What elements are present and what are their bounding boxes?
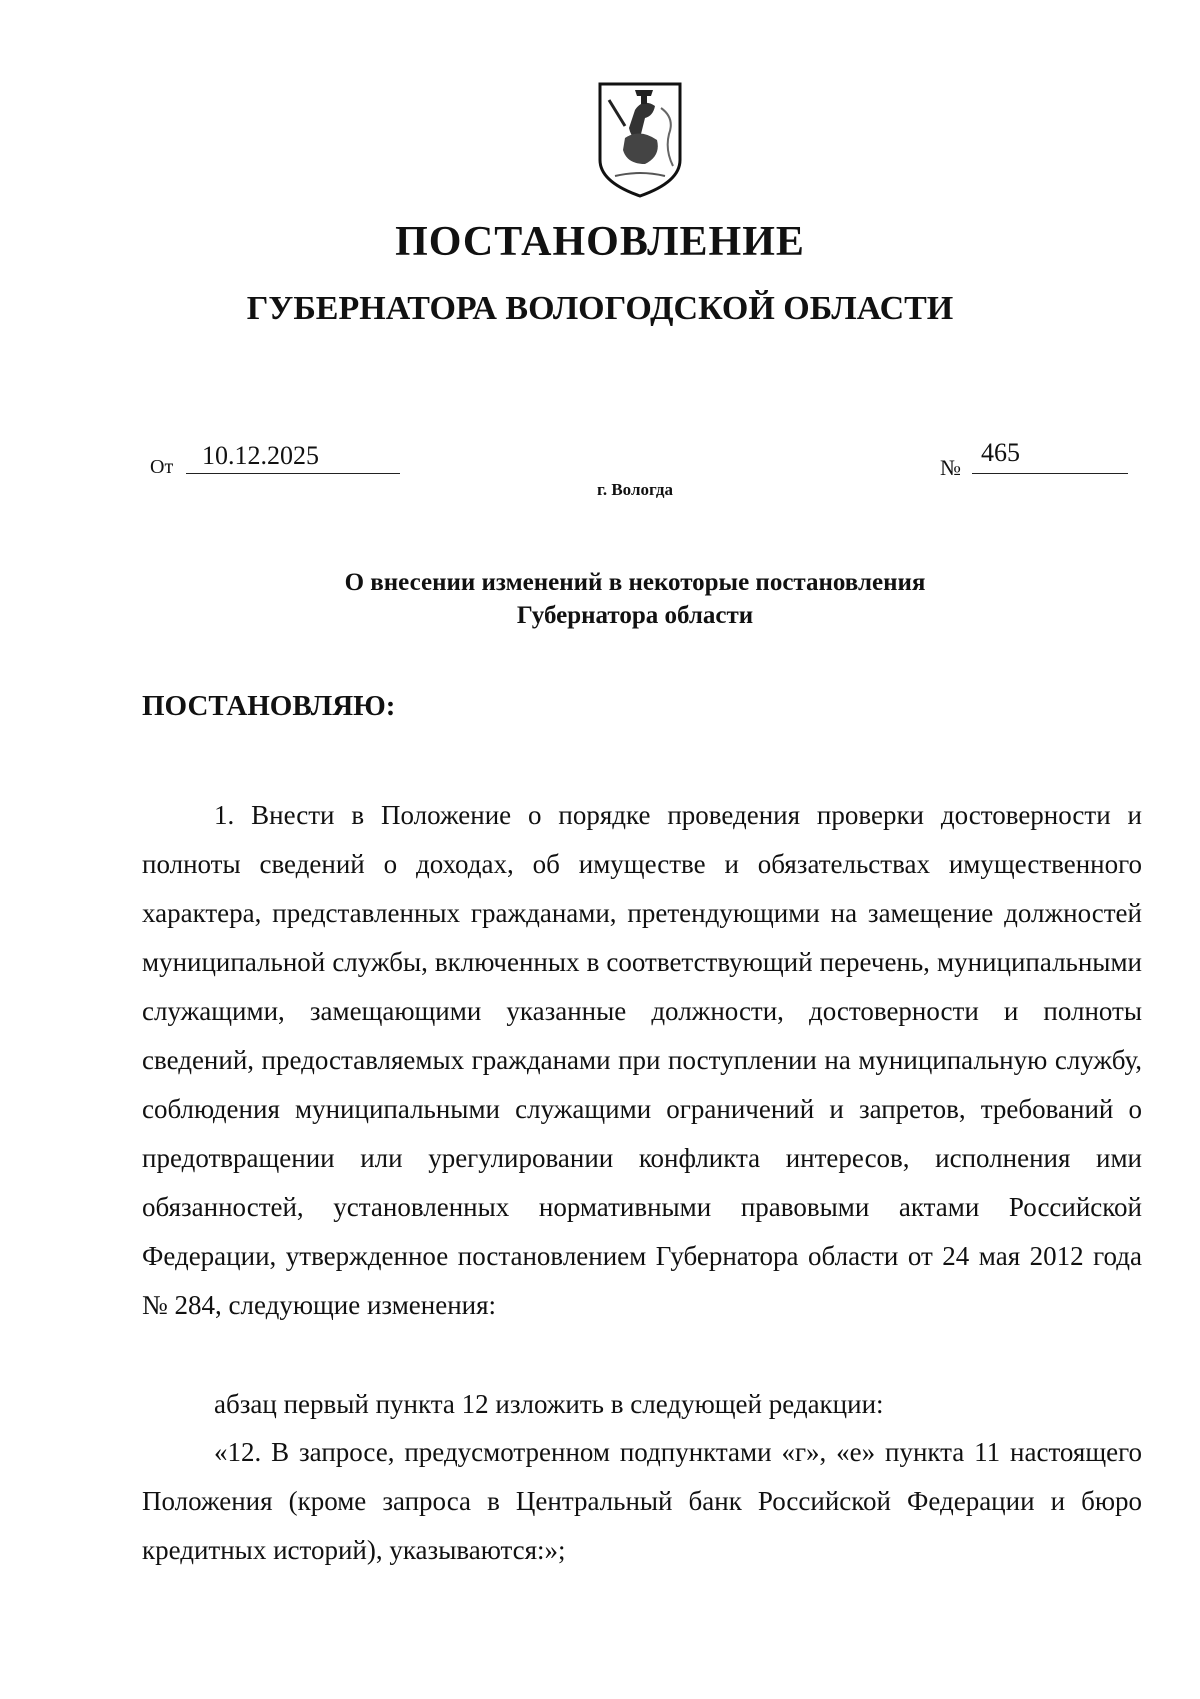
document-title: ПОСТАНОВЛЕНИЕ <box>395 219 805 265</box>
vologda-coat-of-arms-icon <box>595 80 685 200</box>
date-value: 10.12.2025 <box>202 441 319 470</box>
date-label: От <box>150 456 174 478</box>
body-paragraph-3: «12. В запросе, предусмотренном подпунктами «г», «е» пункта 11 настоящего Положения (кроме запроса в Центральный банк Российской Федерации и бюро кредитных историй), указываются:»; <box>142 1437 1142 1565</box>
coat-of-arms-emblem <box>595 80 685 200</box>
number-value: 465 <box>981 438 1020 467</box>
subject-line-2: Губернатора области <box>516 602 754 629</box>
number-label: № <box>940 455 961 480</box>
body-paragraph-1: 1. Внести в Положение о порядке проведения проверки достоверности и полноты сведений о доходах, об имуществе и обязательствах имущественного характера, представленных гражданами, претендующими на замещение должностей муниципальной службы, включенных в соответствующий перечень, муниципальными служащими, замещающими указанные должности, достоверности и полноты сведений, предоставляемых гражданами при поступлении на муниципальную службу, соблюдения муниципальными служащими ограничений и запретов, требований о предотвращении или урегулировании конфликта интересов, исполнения ими обязанностей, установленных нормативными правовыми актами Российской Федерации, утвержденное постановлением Губернатора области от 24 мая 2012 года № 284, следующие изменения: <box>142 800 1142 1320</box>
subject-line-1: О внесении изменений в некоторые постановления <box>344 569 926 596</box>
document-subtitle: ГУБЕРНАТОРА ВОЛОГОДСКОЙ ОБЛАСТИ <box>246 290 954 327</box>
decree-word: ПОСТАНОВЛЯЮ: <box>142 690 396 722</box>
city-label: г. Вологда <box>597 480 673 499</box>
subject-heading <box>0 566 1200 632</box>
body-paragraph-2: абзац первый пункта 12 изложить в следующей редакции: <box>214 1389 884 1419</box>
